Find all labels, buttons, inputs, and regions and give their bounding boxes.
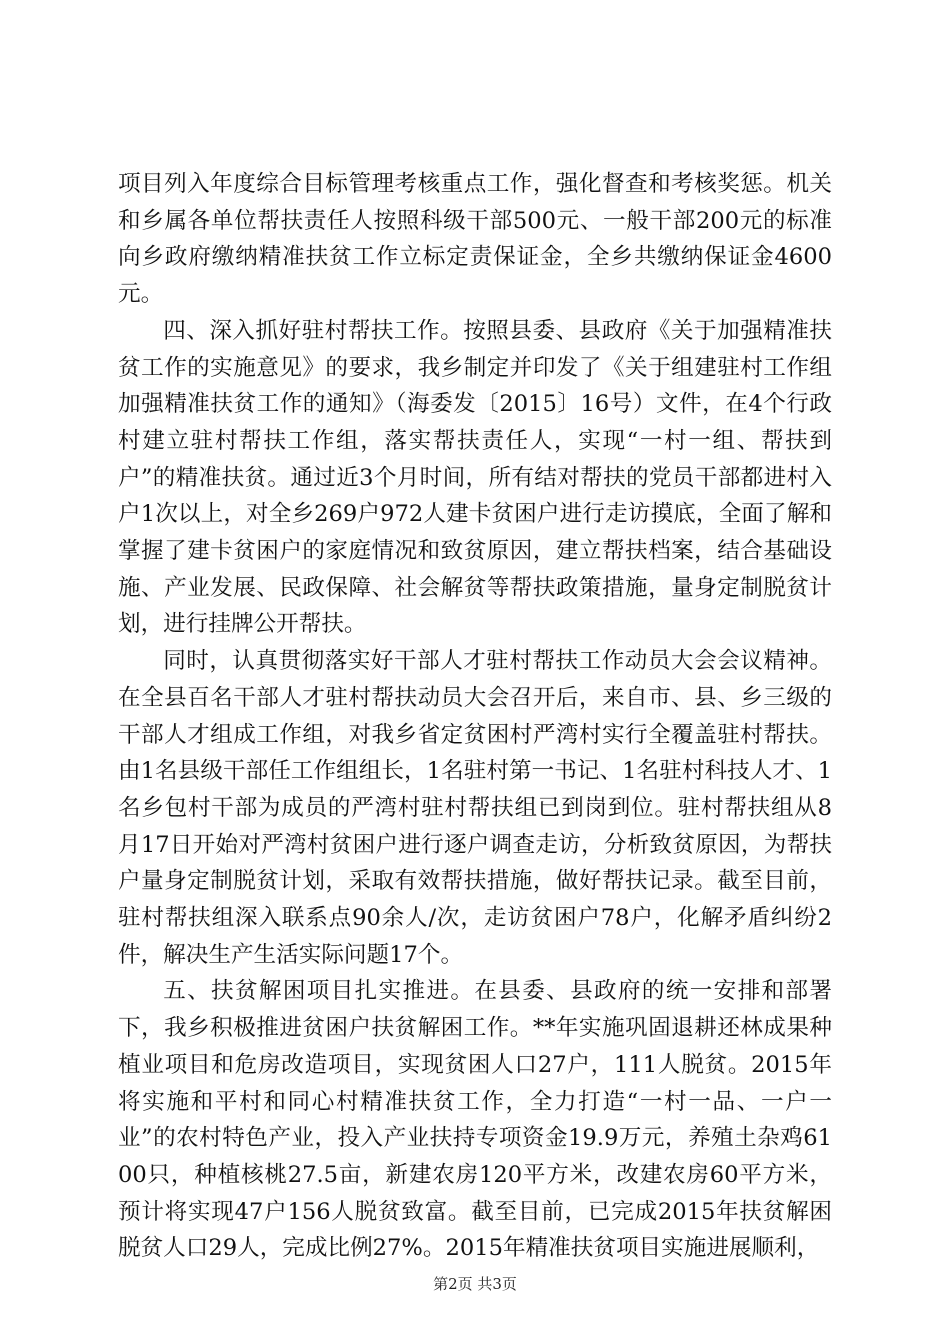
paragraph-1: 项目列入年度综合目标管理考核重点工作，强化督查和考核奖惩。机关和乡属各单位帮扶责任人按照科级干部500元、一般干部200元的标准向乡政府缴纳精准扶贫工作立标定责保证金，全乡共缴纳保证金4600元。 bbox=[118, 171, 832, 308]
paragraph-4: 五、扶贫解困项目扎实推进。在县委、县政府的统一安排和部署下，我乡积极推进贫困户扶贫解困工作。**年实施巩固退耕还林成果种植业项目和危房改造项目，实现贫困人口27户，111人脱贫。2015年将实施和平村和同心村精准扶贫工作，全力打造“一村一品、一户一业”的农村特色产业，投入产业扶持专项资金19.9万元，养殖土杂鸡6100只，种植核桃27.5亩，新建农房120平方米，改建农房60平方米，预计将实现47户156人脱贫致富。截至目前，已完成2015年扶贫解困脱贫人口29人，完成比例27%。2015年精准扶贫项目实施进展顺利， bbox=[118, 978, 832, 1262]
document-body bbox=[118, 166, 832, 1267]
paragraph-2: 四、深入抓好驻村帮扶工作。按照县委、县政府《关于加强精准扶贫工作的实施意见》的要求，我乡制定并印发了《关于组建驻村工作组加强精准扶贫工作的通知》（海委发〔2015〕16号）文件，在4个行政村建立驻村帮扶工作组，落实帮扶责任人，实现“一村一组、帮扶到户”的精准扶贫。通过近3个月时间，所有结对帮扶的党员干部都进村入户1次以上，对全乡269户972人建卡贫困户进行走访摸底，全面了解和掌握了建卡贫困户的家庭情况和致贫原因，建立帮扶档案，结合基础设施、产业发展、民政保障、社会解贫等帮扶政策措施，量身定制脱贫计划，进行挂牌公开帮扶。 bbox=[118, 317, 832, 638]
paragraph-3: 同时，认真贯彻落实好干部人才驻村帮扶工作动员大会会议精神。在全县百名干部人才驻村帮扶动员大会召开后，来自市、县、乡三级的干部人才组成工作组，对我乡省定贫困村严湾村实行全覆盖驻村帮扶。由1名县级干部任工作组组长，1名驻村第一书记、1名驻村科技人才、1名乡包村干部为成员的严湾村驻村帮扶组已到岗到位。驻村帮扶组从8月17日开始对严湾村贫困户进行逐户调查走访，分析致贫原因，为帮扶户量身定制脱贫计划，采取有效帮扶措施，做好帮扶记录。截至目前，驻村帮扶组深入联系点90余人/次，走访贫困户78户，化解矛盾纠纷2件，解决生产生活实际问题17个。 bbox=[118, 648, 832, 968]
page-footer: 第2页 共3页 bbox=[433, 1275, 517, 1293]
